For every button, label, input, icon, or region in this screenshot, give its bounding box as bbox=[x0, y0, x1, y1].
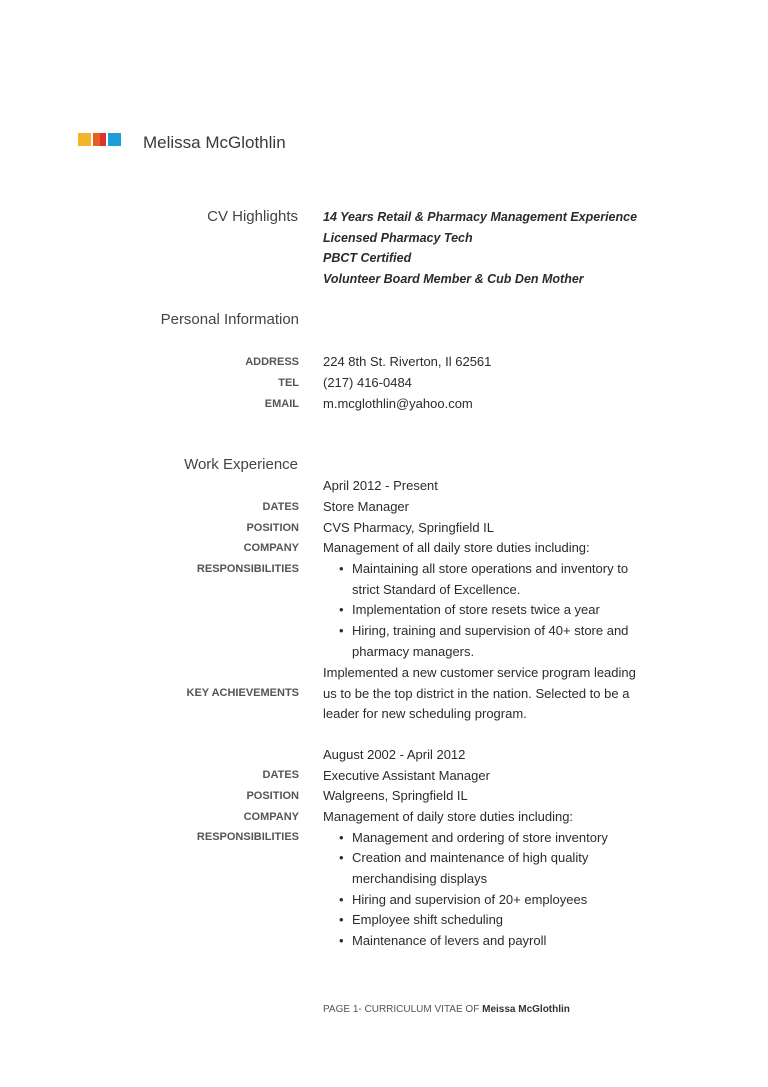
logo-square-blue bbox=[108, 133, 121, 146]
job1-achievements-label: KEY ACHIEVEMENTS bbox=[186, 687, 299, 699]
bullet-icon: • bbox=[339, 561, 344, 576]
job1-responsibilities-label: RESPONSIBILITIES bbox=[196, 563, 299, 575]
address-label: ADDRESS bbox=[245, 356, 299, 368]
job2-position-label: POSITION bbox=[246, 790, 299, 802]
job1-achievement-line: us to be the top district in the nation. Selected to be a bbox=[323, 686, 630, 701]
job1-responsibilities-intro: Management of all daily store duties including: bbox=[323, 540, 590, 555]
bullet-icon: • bbox=[339, 933, 344, 948]
job2-bullet-cont: merchandising displays bbox=[352, 871, 488, 886]
job2-bullet: Employee shift scheduling bbox=[352, 912, 504, 927]
tel-label: TEL bbox=[278, 377, 299, 389]
highlight-item: Volunteer Board Member & Cub Den Mother bbox=[323, 272, 584, 286]
highlight-item: 14 Years Retail & Pharmacy Management Experience bbox=[323, 210, 638, 224]
job1-position-label: POSITION bbox=[246, 522, 299, 534]
job2-company: Walgreens, Springfield IL bbox=[323, 788, 468, 803]
job1-position: Store Manager bbox=[323, 499, 409, 514]
job2-dates-label: DATES bbox=[262, 769, 299, 781]
job2-responsibilities-intro: Management of daily store duties including: bbox=[323, 809, 574, 824]
job2-company-label: COMPANY bbox=[243, 811, 299, 823]
logo-square-yellow bbox=[78, 133, 91, 146]
email-label: EMAIL bbox=[264, 398, 299, 410]
job1-company: CVS Pharmacy, Springfield IL bbox=[323, 520, 494, 535]
tel-value: (217) 416-0484 bbox=[323, 375, 412, 390]
section-title-personal: Personal Information bbox=[160, 311, 299, 328]
job1-achievement-line: Implemented a new customer service program leading bbox=[323, 665, 636, 680]
address-value: 224 8th St. Riverton, Il 62561 bbox=[323, 354, 492, 369]
bullet-icon: • bbox=[339, 850, 344, 865]
section-title-highlights: CV Highlights bbox=[207, 208, 298, 225]
job2-bullet: Hiring and supervision of 20+ employees bbox=[352, 892, 588, 907]
bullet-icon: • bbox=[339, 830, 344, 845]
job1-bullet-cont: pharmacy managers. bbox=[352, 644, 475, 659]
bullet-icon: • bbox=[339, 602, 344, 617]
highlight-item: PBCT Certified bbox=[323, 251, 412, 265]
footer-prefix: PAGE 1- CURRICULUM VITAE OF bbox=[323, 1004, 480, 1015]
section-title-work: Work Experience bbox=[184, 456, 298, 473]
job1-bullet-cont: strict Standard of Excellence. bbox=[352, 582, 521, 597]
job2-bullet: Management and ordering of store inventory bbox=[352, 830, 608, 845]
candidate-name: Melissa McGlothlin bbox=[143, 133, 286, 152]
email-value[interactable]: m.mcglothlin@yahoo.com bbox=[323, 396, 473, 411]
bullet-icon: • bbox=[339, 623, 344, 638]
page-footer bbox=[323, 1003, 570, 1016]
job2-responsibilities-label: RESPONSIBILITIES bbox=[196, 831, 299, 843]
job1-dates: April 2012 - Present bbox=[323, 478, 438, 493]
job1-dates-label: DATES bbox=[262, 501, 299, 513]
job2-dates: August 2002 - April 2012 bbox=[323, 747, 466, 762]
highlight-item: Licensed Pharmacy Tech bbox=[323, 231, 473, 245]
logo-square-red bbox=[100, 133, 106, 146]
job1-bullet: Implementation of store resets twice a year bbox=[352, 602, 600, 617]
job1-achievement-line: leader for new scheduling program. bbox=[323, 706, 527, 721]
footer-name: Meissa McGlothlin bbox=[482, 1004, 570, 1015]
job2-bullet: Creation and maintenance of high quality bbox=[352, 850, 589, 865]
job1-company-label: COMPANY bbox=[243, 542, 299, 554]
bullet-icon: • bbox=[339, 912, 344, 927]
job1-bullet: Hiring, training and supervision of 40+ store and bbox=[352, 623, 629, 638]
bullet-icon: • bbox=[339, 892, 344, 907]
job1-bullet: Maintaining all store operations and inventory to bbox=[352, 561, 629, 576]
job2-bullet: Maintenance of levers and payroll bbox=[352, 933, 547, 948]
job2-position: Executive Assistant Manager bbox=[323, 768, 490, 783]
